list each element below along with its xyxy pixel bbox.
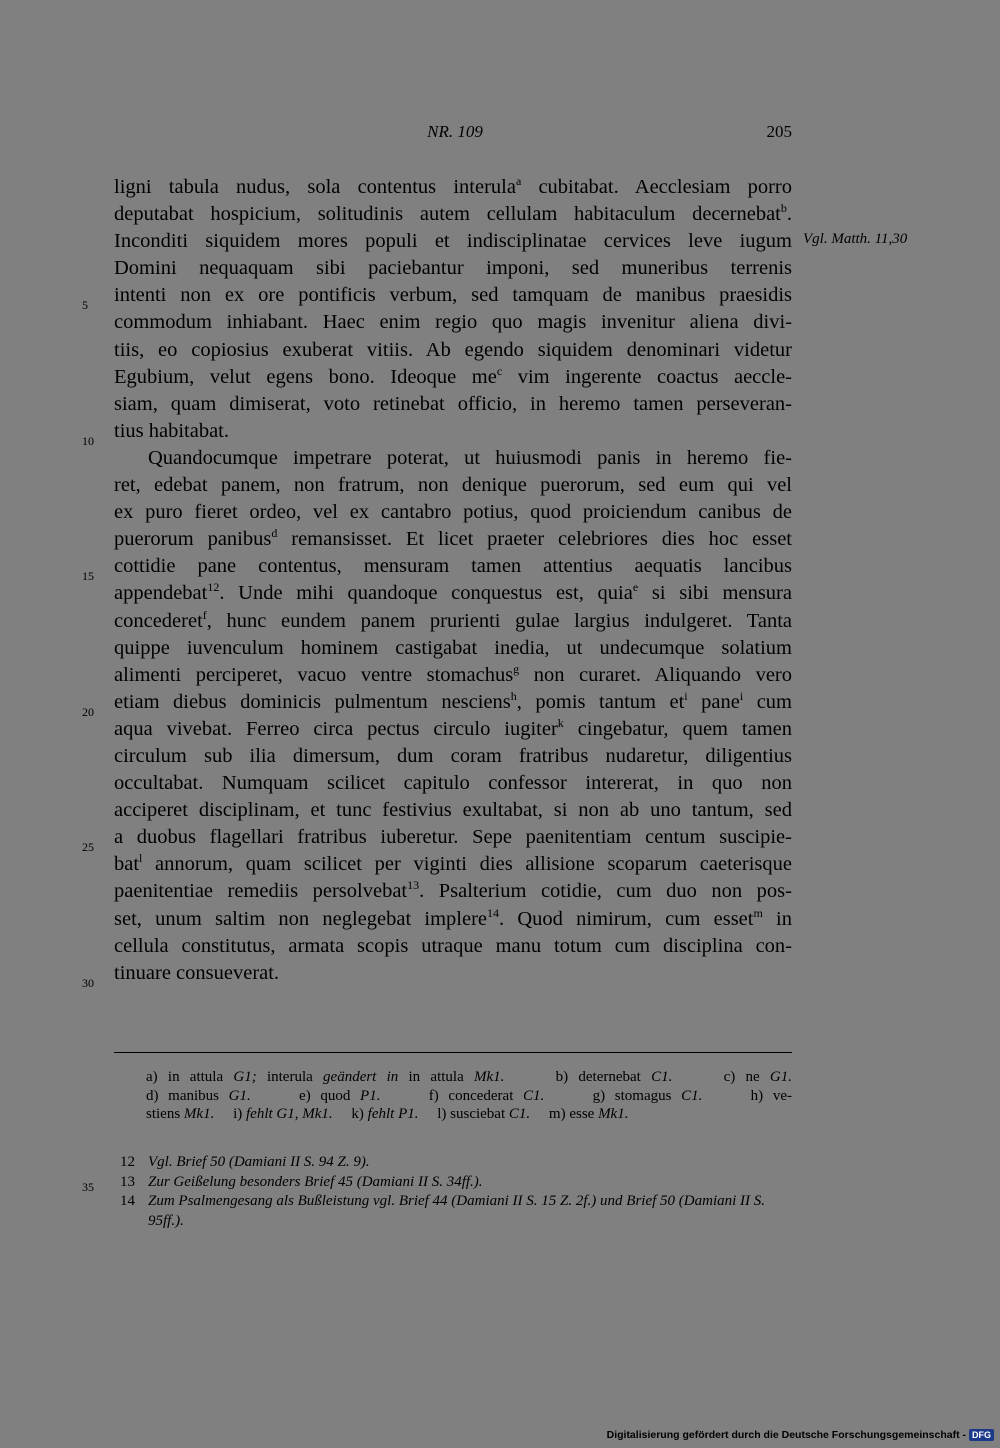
footnote-text: Zur Geißelung besonders Brief 45 (Damiani II S. 34ff.). (148, 1173, 483, 1190)
text-segment: Quandocumque impetrare poterat, ut huiusmodi panis in heremo fie- (148, 446, 792, 469)
text-line (114, 418, 792, 445)
text-segment: cottidie pane contentus, mensuram tamen attentius aequatis lancibus (114, 555, 792, 578)
apparatus-segment: G1. (228, 1087, 251, 1104)
apparatus-segment: C1. (523, 1087, 545, 1104)
footnote-marker: d (271, 526, 278, 541)
text-line (114, 933, 792, 960)
text-segment: tius habitabat. (114, 419, 230, 442)
text-line (114, 526, 792, 553)
footnote-marker: m (753, 905, 763, 920)
text-segment: . Psalterium cotidie, cum duo non pos- (419, 880, 792, 903)
line-number: 25 (82, 840, 94, 854)
text-segment: ex puro fieret ordeo, vel ex cantabro potius, quod proiciendum canibus de (114, 501, 792, 524)
apparatus-segment: e) quod (250, 1087, 361, 1104)
text-segment: circulum sub ilia dimersum, dum coram fratribus nudaretur, diligentius (114, 744, 792, 767)
text-segment: . Quod nimirum, cum esset (499, 907, 754, 930)
text-line (114, 445, 792, 472)
apparatus-segment: C1. (681, 1087, 703, 1104)
apparatus-segment: interula (266, 1069, 324, 1085)
apparatus-segment: fehlt P1. (367, 1106, 419, 1122)
apparatus-segment: P1. (360, 1087, 381, 1104)
apparatus-line (146, 1087, 792, 1106)
apparatus-segment: G1. (769, 1069, 792, 1085)
apparatus-segment: stiens (146, 1106, 184, 1122)
text-segment: etiam diebus dominicis pulmentum nesciens (114, 690, 511, 713)
text-segment: si sibi mensura (638, 582, 792, 605)
apparatus-segment: Mk1. (183, 1106, 215, 1122)
line-number: 20 (82, 705, 94, 719)
text-line (114, 472, 792, 499)
text-line (114, 580, 792, 607)
text-line (114, 851, 792, 878)
footnote-number: 14 (120, 1193, 135, 1209)
text-line (114, 797, 792, 824)
margin-reference: Vgl. Matth. 11,30 (803, 231, 908, 247)
footnote-marker: 12 (207, 580, 220, 595)
apparatus-segment: a) in attula (146, 1069, 234, 1085)
footnote-marker: a (515, 174, 522, 188)
funding-footer (607, 1429, 994, 1441)
footnote-marker: g (513, 661, 520, 676)
apparatus-segment: C1. (651, 1069, 673, 1085)
footnote-number: 13 (120, 1173, 135, 1190)
footnote-marker: i (739, 688, 744, 703)
text-segment: occultabat. Numquam scilicet capitulo confessor intererat, in quo non (114, 772, 792, 795)
text-segment: ret, edebat panem, non fratrum, non denique puerorum, sed eum qui vel (114, 474, 792, 497)
footnote-marker: i (684, 688, 688, 703)
apparatus-segment: g) stomagus (544, 1087, 682, 1104)
footnote-number: 12 (120, 1154, 135, 1170)
text-segment: a duobus flagellari fratribus iuberetur. Sepe paenitentiam centum suscipie- (114, 826, 792, 849)
line-number: 5 (82, 298, 88, 312)
text-segment: intenti non ex ore pontificis verbum, sed tamquam de manibus praesidis (114, 284, 792, 307)
footnote-text: Vgl. Brief 50 (Damiani II S. 94 Z. 9). (148, 1154, 370, 1170)
line-number: 35 (82, 1180, 94, 1194)
line-number: 15 (82, 569, 94, 583)
text-segment: quippe iuvenculum hominem castigabat inedia, ut undecumque solatium (114, 636, 792, 659)
text-segment: cum (743, 690, 792, 713)
footnote-marker: k (557, 715, 564, 730)
text-segment: puerorum panibus (114, 528, 272, 551)
text-line (114, 878, 792, 905)
text-line (114, 309, 792, 336)
text-segment: , pomis tantum et (516, 690, 685, 713)
text-segment: deputabat hospicium, solitudinis autem cellulam habitaculum decernebat (114, 203, 781, 226)
footnotes (120, 1153, 792, 1231)
text-line (114, 689, 792, 716)
text-segment: . (786, 203, 792, 226)
footnote-divider (114, 1052, 792, 1053)
text-segment: cubitabat. Aecclesiam porro (521, 176, 792, 198)
apparatus-segment: b) deternebat (504, 1069, 652, 1085)
text-line (114, 499, 792, 526)
text-segment: in (762, 907, 793, 930)
text-segment: cingebatur, quem tamen (563, 717, 792, 740)
text-segment: . Unde mihi quandoque conquestus est, quia (219, 582, 633, 605)
apparatus-segment: i) (214, 1106, 246, 1122)
text-segment: cellula constitutus, armata scopis utraque manu totum cum disciplina con- (114, 934, 792, 957)
text-line (114, 960, 792, 987)
text-segment: siam, quam dimiserat, voto retinebat officio, in heremo tamen perseveran- (114, 392, 792, 415)
text-segment: tiis, eo copiosius exuberat vitiis. Ab egendo siquidem denominari videtur (114, 338, 792, 361)
text-segment: , hunc eundem panem prurienti gulae largius indulgeret. Tanta (206, 609, 792, 632)
footnote (120, 1153, 792, 1173)
text-segment: vim ingerente coactus aeccle- (502, 365, 792, 388)
apparatus-segment: fehlt G1, Mk1. (246, 1106, 333, 1122)
text-segment: acciperet disciplinam, et tunc festivius exultabat, si non ab uno tantum, sed (114, 799, 792, 822)
footnote-marker: l (139, 851, 143, 866)
text-segment: set, unum saltim non neglegebat implere (114, 907, 487, 930)
footnote-marker: e (632, 580, 639, 595)
text-segment: Inconditi siquidem mores populi et indisciplinatae cervices leve iugum (114, 230, 792, 253)
text-line (114, 743, 792, 770)
text-segment: ligni tabula nudus, sola contentus interula (114, 176, 516, 198)
text-line (114, 391, 792, 418)
text-line (114, 662, 792, 689)
footnote-marker: b (780, 201, 787, 216)
text-segment: annorum, quam scilicet per viginti dies allisione scoparum caeterisque (142, 853, 792, 876)
text-segment: alimenti perciperet, vacuo ventre stomachus (114, 663, 514, 686)
text-segment: concederet (114, 609, 203, 632)
text-segment: tinuare consueverat. (114, 961, 280, 984)
apparatus-segment: Mk1. (474, 1069, 505, 1085)
apparatus-segment: c) ne (672, 1069, 770, 1085)
text-segment: non curaret. Aliquando vero (519, 663, 792, 686)
critical-apparatus (146, 1068, 792, 1124)
apparatus-segment: d) manibus (146, 1087, 229, 1104)
footnote-text: Zum Psalmengesang als Bußleistung vgl. Brief 44 (Damiani II S. 15 Z. 2f.) und Brief 50 (Damiani II S. 95ff.). (148, 1193, 766, 1229)
apparatus-segment: Mk1. (598, 1106, 629, 1122)
text-line (114, 255, 792, 282)
apparatus-segment: m) esse (530, 1106, 599, 1122)
text-line (114, 174, 792, 201)
text-segment: Egubium, velut egens bono. Ideoque me (114, 365, 497, 388)
apparatus-segment: geändert in (323, 1069, 409, 1085)
footnote-marker: c (496, 363, 503, 378)
text-line (114, 364, 792, 391)
apparatus-line (146, 1068, 792, 1087)
footnote (120, 1192, 792, 1231)
text-line (114, 716, 792, 743)
text-segment: appendebat (114, 582, 208, 605)
running-header-title: NR. 109 (427, 122, 483, 141)
dfg-logo: DFG (969, 1429, 994, 1441)
footnote-marker: 13 (407, 878, 420, 893)
apparatus-segment: in attula (408, 1069, 474, 1085)
text-line (114, 337, 792, 364)
text-line (114, 635, 792, 662)
footer-text: Digitalisierung gefördert durch die Deutsche Forschungsgemeinschaft - (606, 1429, 966, 1441)
text-line (114, 553, 792, 580)
apparatus-segment: C1. (508, 1106, 531, 1122)
apparatus-segment: f) concederat (380, 1087, 524, 1104)
text-segment: commodum inhiabant. Haec enim regio quo magis invenitur aliena divi- (114, 311, 792, 334)
text-segment: remansisset. Et licet praeter celebriores dies hoc esset (277, 528, 792, 551)
apparatus-line (146, 1105, 792, 1124)
text-line (114, 282, 792, 309)
footnote-marker: h (510, 688, 517, 703)
text-line (114, 906, 792, 933)
text-segment: pane (687, 690, 740, 713)
line-number: 10 (82, 434, 94, 448)
footnote-marker: 14 (487, 905, 499, 920)
footnote-marker: f (202, 607, 207, 622)
text-segment: bat (114, 853, 140, 876)
text-line (114, 824, 792, 851)
page-number: 205 (766, 122, 792, 141)
text-line (114, 228, 792, 255)
main-text (114, 174, 792, 987)
apparatus-segment: h) ve- (702, 1087, 792, 1104)
text-segment: paenitentiae remediis persolvebat (114, 880, 408, 903)
apparatus-segment: l) susciebat (418, 1106, 509, 1122)
text-segment: aqua vivebat. Ferreo circa pectus circulo iugiter (114, 717, 558, 740)
text-line (114, 608, 792, 635)
line-number: 30 (82, 976, 94, 990)
text-line (114, 201, 792, 228)
text-segment: Domini nequaquam sibi paciebantur imponi, sed muneribus terrenis (114, 257, 792, 280)
footnote (120, 1173, 792, 1193)
apparatus-segment: G1; (233, 1069, 267, 1085)
apparatus-segment: k) (332, 1106, 368, 1122)
text-line (114, 770, 792, 797)
